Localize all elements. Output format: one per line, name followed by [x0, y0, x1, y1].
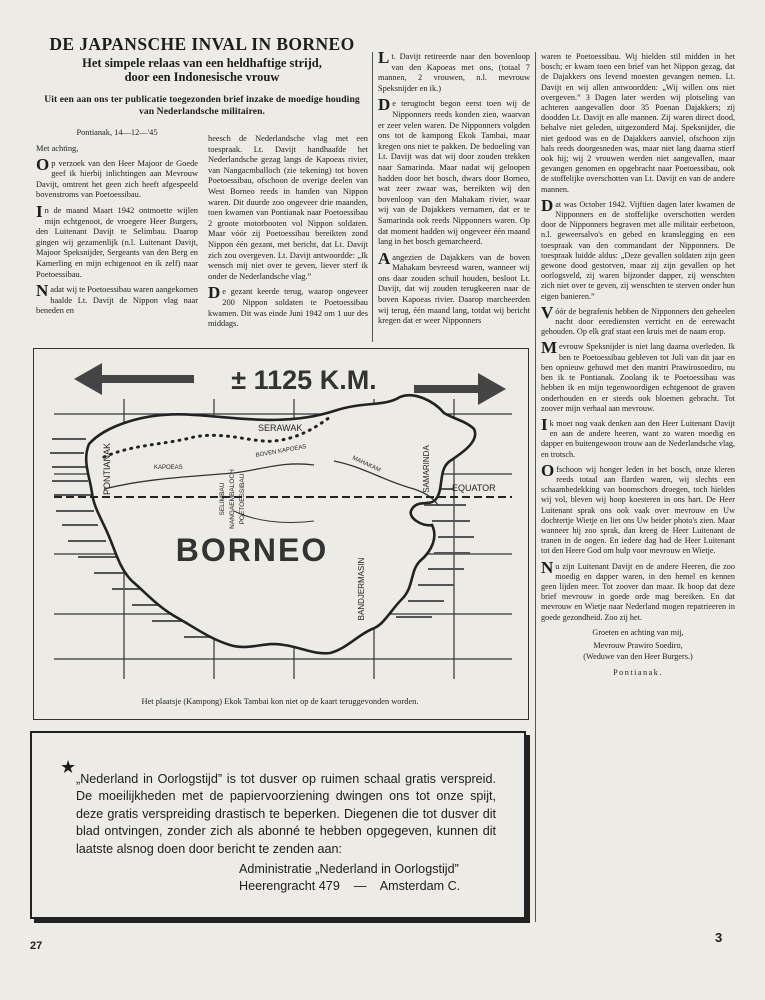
paragraph: Ofschoon wij honger leden in het bosch, onze kleren reeds totaal aan flarden waren, wij slechts een schaambedekking van boomschors droegen, toch hielden wij vol, bleven wij hoop koesteren in ons hart. De Heer Luitenant sprak ons ook vaak over mevrouw en Uw dochtertje Wietje en liet ons Uw beider photo's zien. Maar wanneer hij zoo sprak, dan kreeg de Heer Luitenant de tranen in de oogen. En iedere dag had de Heer Luitenant tot den Heere God om hulp voor mevrouw en Wietje. [541, 460, 735, 556]
page-number-right: 3 [715, 930, 723, 945]
label-sarawak: SERAWAK [258, 423, 303, 433]
paragraph: Mevrouw Speksnijder is niet lang daarna overleden. Ik ben te Poetoessibau gebleven tot Juli van dit jaar en ben opnieuw gehuwd met den mantri Prawirosoediro, nu ben ik te Pontianak. Zoolang ik te Poetoessibau was hebben ik en mijn tegenwoordigen echtgenoot de graven onderhouden en er steeds ook bloemen gebracht. Tot zoover mijn verhaal aan mevrouw. [541, 338, 735, 413]
label-mahakam: MAHAKAM [351, 455, 382, 474]
letter-place-date: Pontianak, 14—12—'45 [76, 128, 158, 137]
paragraph: Aangezien de Dajakkers van de boven Mahakam bevreesd waren, wanneer wij ons daar zouden schuil houden, besloot Lt. Davijt, dat wij zouden terugkeeren naar de boven Kapoeas rivier. Daarop marcheerden wij terug, één maand lang, totdat wij bericht kregen dat er weer Nipponners [378, 248, 530, 326]
notice-text: „Nederland in Oorlogstijd” is tot dusver op ruimen schaal gratis verspreid. De moeilijkheden met de papiervoorziening dwingen ons tot onze spijt, deze gratis verspreiding drastisch te beperken. Diegenen die tot dusver dit blad ontvingen, zonder zich als abonné te hebben opgegeven, kunnen dit laatste alsnog doen door bericht te zenden aan: [76, 772, 496, 856]
paragraph: heesch de Nederlandsche vlag met een toespraak. Lt. Davijt handhaafde het Nederlandsche gezag langs de Kapoeas rivier, van Nangacmballoch (zie tekening) tot boven Poetoessibau, ofschoon de overige deelen van West Borneo reeds in handen van Nippon waren. Dit duurde zoo ongeveer drie maanden, toen kwamen van Pontianak naar Poetoessibau 2 groote motorbooten vol Nippon soldaten. Maar vóór zij Poetoessibau bereikten zond Nippon één gezant, met bericht, dat Lt. Davijt zich zou overgeven. Lt. Davijt antwoordde: „Ik wensch mij niet over te geven, liever sterf ik onder de Nederlandsche vlag.” [208, 134, 368, 281]
label-pontianak: PONTIANAK [102, 442, 112, 496]
label-equator: EQUATOR [452, 483, 496, 493]
notice-address-line-1: Administratie „Nederland in Oorlogstijd” [239, 862, 459, 876]
article-subtitle [36, 56, 368, 84]
label-borneo: BORNEO [175, 532, 329, 568]
closing: Groeten en achting van mij, [592, 627, 684, 637]
map-caption: Het plaatsje (Kampong) Ekok Tambai kon niet op de kaart teruggevonden worden. [141, 697, 419, 706]
subtitle-line-2: door een Indonesische vrouw [124, 70, 280, 84]
paragraph: Op verzoek van den Heer Majoor de Goede geef ik hierbij inlichtingen aan Mevrouw Davijt, omtrent het geen zich heeft afgespeeld bovenstroms van Poetoessibau. [36, 154, 198, 200]
paragraph: Nadat wij te Poetoessibau waren aangekomen haalde Lt. Davijt de Nippon vlag naar beneden en [36, 281, 198, 316]
article-column-4 [541, 52, 735, 684]
column-divider [535, 52, 536, 922]
borneo-map-svg [34, 349, 528, 695]
notice-address-line-2: Heerengracht 479 — Amsterdam C. [239, 879, 461, 894]
paragraph: Dat was October 1942. Vijftien dagen later kwamen de Nipponners en de stoffelijke overschotten werden door de Nipponners begraven met alle militair eerbetoon, n.l. geweersalvo's en gebed en kranslegging en een toespraak van den commandant der Nipponners. De toespraak luidde aldus: „Deze gevallen soldaten zijn geen gewone dood gestorven, maar zij zijn gevallen op het oorlogsveld, zij waren bijzonder dapper, zij wenschten zich niet over te geven, zij wenschten te sterven onder hun eigen banieren.” [541, 195, 735, 301]
page-number-left: 27 [30, 940, 43, 952]
label-selimbau: SELIMBAU [219, 482, 226, 516]
paragraph: Ik moet nog vaak denken aan den Heer Luitenant Davijt en aan de andere heeren, want zo waren moedig en dapper en buitengewoon trouw aan de Nederlandsche vlag, en trotsch. [541, 414, 735, 459]
paragraph: De terugtocht begon eerst toen wij de Nipponners reeds konden zien, waarvan er zeer velen waren. De Nipponners volgden ons tot de kampong Ekok Tambai, maar kregen ons niet te pakken. De bedoeling van Lt. Davijt was dat wij door zouden trekken naar Samarinda. Maar nadat wij geloopen hadden door het bosch, dwars door Borneo, wat zeer zwaar was, bereikten wij den bovenloop van den Mahakam rivier, waar wij van de Dajakkers vernamen, dat er te Samarinda ook reeds Nipponners waren. Op dat moment hadden wij ongeveer één maand lang in het bosch gemarcheerd. [378, 95, 530, 247]
salutation: Met achting, [36, 144, 79, 153]
paragraph: De gezant keerde terug, waarop ongeveer 200 Nippon soldaten te Poetoessibau kwamen. Dit was einde Juni 1942 om 1 uur des middags. [208, 283, 368, 329]
label-poetoessibau: POETOESSIBAU [239, 473, 246, 525]
label-kapoeas: KAPOEAS [154, 465, 183, 471]
paragraph: waren te Poetoessibau. Wij hielden stil midden in het bosch; er kwam toen een brief van het Nippon gezag, dat de Dajakkers ons levend moesten gevangen nemen. Lt. Davijt en wij allen antwoordden: „Wij willen ons niet overgeven.” 3 Dagen later werden wij plotseling van achteren aangevallen door 35 Poenan Dajakkers; zij doodden Lt. Davijt en alle mannen. Zij waren direct dood, behalve niet geleden, uitgezonderd Maj. Speksnijder, die niet gedood was en de Dajakkers aanviel, ofschoon zijn hals reeds doorgesneden was, maar niet lang daarna stierf ook hij; wij 2 vrouwen werden niet aangevallen, maar gevangen genomen en opgebracht naar Poetoessibau, ook de stoffelijke overschotten van Lt. Davijt en van de andere mannen. [541, 52, 735, 194]
signature-place: Pontianak. [613, 668, 663, 678]
paragraph: Lt. Davijt retireerde naar den bovenloop van den Kapoeas met ons, (totaal 7 mannen, 2 vrouwen, n.l. mevrouw Speksnijder en ik.) [378, 48, 530, 93]
notice-address [239, 861, 499, 896]
article-column-2 [208, 134, 368, 335]
distance-arrow-left-icon [74, 363, 194, 395]
borneo-map [33, 348, 529, 720]
signature: Mevrouw Prawiro Soediro, [593, 640, 683, 650]
label-bandjermasin: BANDJERMASIN [357, 557, 366, 621]
paragraph: Nu zijn Luitenant Davijt en de andere Heeren, die zoo moedig en dapper waren, in den hemel en kennen geen lijden meer. Tot zoover dan maar. Ik hoop dat deze brief mevrouw in goede orde mag bereiken. En dat mevrouw en Wietje naar Nederland mogen repatrieeren in goede gezondheid. Zoo zij het. [541, 557, 735, 622]
column-divider [372, 52, 373, 342]
label-boven-kapoeas: BOVEN KAPOEAS [255, 444, 307, 459]
distance-label: ± 1125 K.M. [231, 365, 377, 395]
subtitle-line-1: Het simpele relaas van een heldhaftige strijd, [82, 56, 322, 70]
label-nangaembaloch: NANGAEMBALOCH [229, 469, 236, 529]
article-column-3 [378, 48, 530, 332]
signature-note: (Weduwe van den Heer Burgers.) [583, 652, 693, 662]
label-samarinda: SAMARINDA [422, 445, 431, 493]
subscription-notice [30, 731, 526, 919]
article-column-1 [36, 144, 198, 322]
paragraph: Vóór de begrafenis hebben de Nipponners den geheelen nacht door eerediensten verricht en de eerewacht gehouden. Op elk graf staat een kruis met de naam erop. [541, 302, 735, 337]
paragraph: In de maand Maart 1942 ontmoette wijlen mijn echtgenoot, de vroegere Heer Burgers, den Luitenant Davijt te Selimbau. Daarop gingen wij gezamenlijk (n.l. Luitenant Davijt, Majoor Speksnijder, Sergeants van den Berg en Kamerling en mijn echtgenoot en ik zelf) naar Poetoessibau. [36, 201, 198, 279]
article-intro: Uit een aan ons ter publicatie toegezonden brief inzake de moedige houding van Nederlandsche militairen. [44, 94, 360, 117]
borneo-island-outline [86, 395, 475, 653]
article-title: DE JAPANSCHE INVAL IN BORNEO [49, 34, 355, 54]
star-icon: ★ [60, 757, 77, 777]
